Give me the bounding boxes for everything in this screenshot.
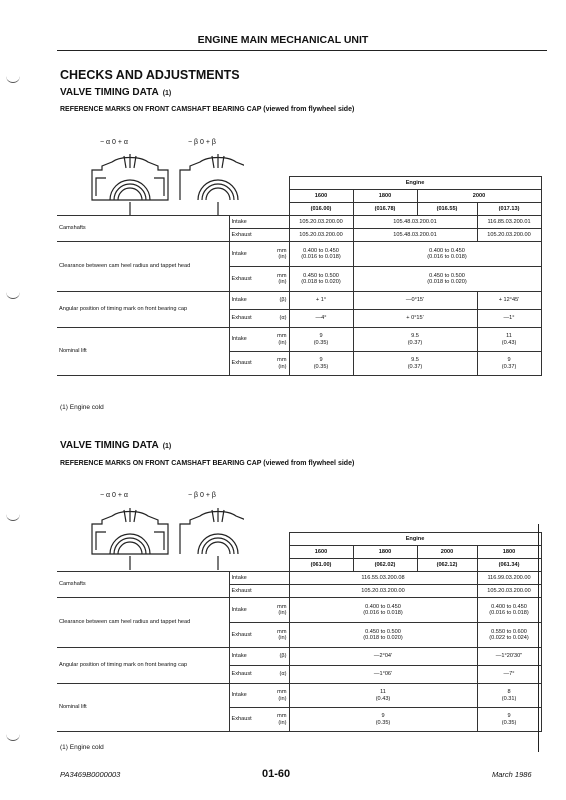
- engine-code: (061.34): [477, 559, 541, 572]
- exhaust-label: Exhaust: [229, 623, 267, 648]
- table-cell: 0.400 to 0.450 (0.016 to 0.018): [289, 598, 477, 623]
- capacity-1800: 1800: [353, 190, 417, 203]
- alpha-scale-label: − α 0 + α: [100, 492, 128, 499]
- section-subtitle: REFERENCE MARKS ON FRONT CAMSHAFT BEARING CAP (viewed from flywheel side): [60, 460, 355, 467]
- unit-label: mm (in): [267, 352, 289, 376]
- table-cell: 9 (0.35): [477, 708, 541, 732]
- header-rule: [57, 50, 547, 51]
- table-cell: —1°20'30": [477, 648, 541, 666]
- table-cell: 116.55.03.200.08: [289, 572, 477, 585]
- margin-mark: [6, 512, 20, 521]
- table-cell: 105.20.03.200.00: [477, 585, 541, 598]
- table-cell: —2°04': [289, 648, 477, 666]
- unit-label: mm (in): [267, 684, 289, 708]
- margin-mark: [6, 74, 20, 83]
- exhaust-label: Exhaust: [229, 352, 267, 376]
- table-cell: 9.5 (0.37): [353, 328, 477, 352]
- table-cell: 105.20.03.200.00: [477, 229, 541, 242]
- table-cell: 0.450 to 0.500 (0.018 to 0.020): [289, 267, 353, 292]
- table-cell: + 1°: [289, 292, 353, 310]
- margin-mark: [6, 732, 20, 741]
- unit-label: mm (in): [267, 328, 289, 352]
- capacity-2000: 2000: [417, 190, 541, 203]
- table-cell: 9 (0.35): [289, 708, 477, 732]
- document-code: PA3469B0000003: [60, 770, 121, 779]
- table-cell: 11 (0.43): [477, 328, 541, 352]
- capacity-2000: 2000: [417, 546, 477, 559]
- engine-code: (061.00): [289, 559, 353, 572]
- table-cell: 105.20.03.200.00: [289, 229, 353, 242]
- unit-label: mm (in): [267, 598, 289, 623]
- engine-code: (016.00): [289, 203, 353, 216]
- page-number: 01-60: [262, 768, 291, 780]
- exhaust-label: Exhaust: [229, 310, 267, 328]
- table-cell: —7°: [477, 666, 541, 684]
- valve-timing-table-2: [57, 532, 542, 732]
- engine-header: Engine: [289, 177, 541, 190]
- row-label-camshafts: Camshafts: [57, 572, 229, 598]
- table-cell: 11 (0.43): [289, 684, 477, 708]
- capacity-1800: 1800: [353, 546, 417, 559]
- row-label-lift: Nominal lift: [57, 328, 229, 376]
- table-cell: 105.48.03.200.01: [353, 216, 477, 229]
- engine-code: (062.12): [417, 559, 477, 572]
- row-label-angular: Angular position of timing mark on front bearing cap: [57, 292, 229, 328]
- beta-scale-label: − β 0 + β: [188, 139, 216, 146]
- capacity-1800: 1800: [477, 546, 541, 559]
- unit-label: mm (in): [267, 708, 289, 732]
- beta-symbol: (β): [267, 292, 289, 310]
- engine-code: (062.02): [353, 559, 417, 572]
- section-subtitle: REFERENCE MARKS ON FRONT CAMSHAFT BEARING CAP (viewed from flywheel side): [60, 106, 355, 113]
- engine-code: (016.55): [417, 203, 477, 216]
- page-title: CHECKS AND ADJUSTMENTS: [60, 68, 240, 82]
- engine-code: (016.78): [353, 203, 417, 216]
- table-cell: —4°: [289, 310, 353, 328]
- row-label-clearance: Clearance between cam heel radius and tappet head: [57, 242, 229, 292]
- table-cell: —0°15': [353, 292, 477, 310]
- exhaust-label: Exhaust: [229, 267, 267, 292]
- row-label-camshafts: Camshafts: [57, 216, 229, 242]
- table-cell: 0.550 to 0.600 (0.022 to 0.024): [477, 623, 541, 648]
- intake-label: Intake: [229, 242, 267, 267]
- table-cell: 105.48.03.200.01: [353, 229, 477, 242]
- beta-scale-label: − β 0 + β: [188, 492, 216, 499]
- table-cell: 9 (0.35): [289, 352, 353, 376]
- intake-label: Intake: [229, 328, 267, 352]
- table-cell: 9 (0.35): [289, 328, 353, 352]
- running-header: ENGINE MAIN MECHANICAL UNIT: [197, 34, 369, 46]
- publication-date: March 1986: [492, 770, 532, 779]
- alpha-symbol: (α): [267, 666, 289, 684]
- beta-symbol: (β): [267, 648, 289, 666]
- exhaust-label: Exhaust: [229, 708, 267, 732]
- table-cell: 0.400 to 0.450 (0.016 to 0.018): [289, 242, 353, 267]
- intake-label: Intake: [229, 216, 289, 229]
- table-cell: 0.400 to 0.450 (0.016 to 0.018): [477, 598, 541, 623]
- margin-mark: [6, 290, 20, 299]
- footnote: (1) Engine cold: [60, 744, 104, 751]
- table-cell: 0.400 to 0.450 (0.016 to 0.018): [353, 242, 541, 267]
- table-cell: 9 (0.37): [477, 352, 541, 376]
- table-cell: 116.85.03.200.01: [477, 216, 541, 229]
- section-title: VALVE TIMING DATA (1): [60, 440, 172, 451]
- capacity-1600: 1600: [289, 546, 353, 559]
- intake-label: Intake: [229, 648, 267, 666]
- intake-label: Intake: [229, 684, 267, 708]
- table-cell: + 0°15': [353, 310, 477, 328]
- intake-label: Intake: [229, 572, 289, 585]
- intake-label: Intake: [229, 598, 267, 623]
- exhaust-label: Exhaust: [229, 229, 289, 242]
- footnote: (1) Engine cold: [60, 404, 104, 411]
- table-cell: 0.450 to 0.500 (0.018 to 0.020): [289, 623, 477, 648]
- alpha-symbol: (α): [267, 310, 289, 328]
- table-cell: 0.450 to 0.500 (0.018 to 0.020): [353, 267, 541, 292]
- engine-code: (017.13): [477, 203, 541, 216]
- unit-label: mm (in): [267, 267, 289, 292]
- section-title: VALVE TIMING DATA (1): [60, 87, 172, 98]
- revision-bar: [538, 524, 539, 752]
- table-cell: —1°06': [289, 666, 477, 684]
- exhaust-label: Exhaust: [229, 666, 267, 684]
- exhaust-label: Exhaust: [229, 585, 289, 598]
- table-cell: 105.20.03.200.00: [289, 216, 353, 229]
- intake-label: Intake: [229, 292, 267, 310]
- unit-label: mm (in): [267, 623, 289, 648]
- table-cell: + 12°45': [477, 292, 541, 310]
- row-label-lift: Nominal lift: [57, 684, 229, 732]
- unit-label: mm (in): [267, 242, 289, 267]
- row-label-angular: Angular position of timing mark on front bearing cap: [57, 648, 229, 684]
- alpha-scale-label: − α 0 + α: [100, 139, 128, 146]
- table-cell: 116.99.03.200.00: [477, 572, 541, 585]
- table-cell: 8 (0.31): [477, 684, 541, 708]
- engine-header: Engine: [289, 533, 541, 546]
- valve-timing-table-1: [57, 176, 542, 376]
- table-cell: 9.5 (0.37): [353, 352, 477, 376]
- table-cell: 105.20.03.200.00: [289, 585, 477, 598]
- table-cell: —1°: [477, 310, 541, 328]
- row-label-clearance: Clearance between cam heel radius and tappet head: [57, 598, 229, 648]
- capacity-1600: 1600: [289, 190, 353, 203]
